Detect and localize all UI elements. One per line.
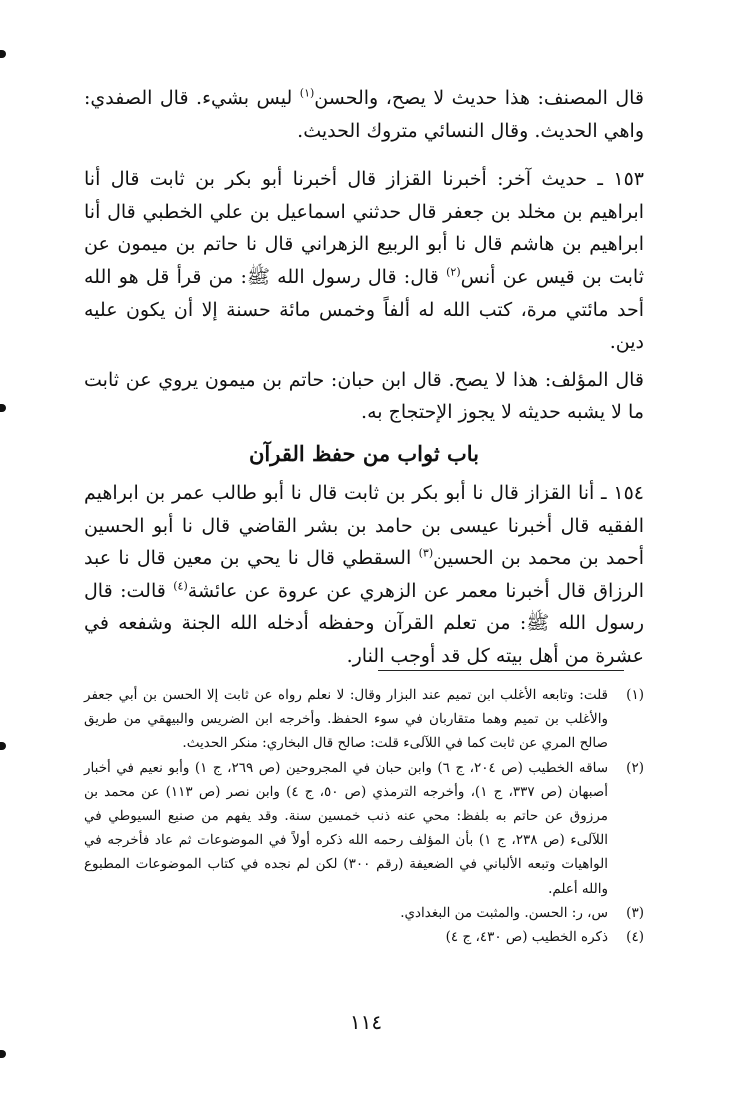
paragraph-author-comment: قال المصنف: هذا حديث لا يصح، والحسن$^{(١)}$ ليس بشيء. قال الصفدي: واهي الحديث. وقال النسائي متروك الحديث. bbox=[84, 86, 645, 142]
scan-edge-mark bbox=[0, 1050, 6, 1058]
footnote-number: (٢) bbox=[626, 759, 644, 776]
footnote-number: (٣) bbox=[626, 904, 644, 921]
footnote-number: (١) bbox=[626, 687, 644, 703]
paragraph-author-judgement: قال المؤلف: هذا لا يصح. قال ابن حبان: حاتم بن ميمون يروي عن ثابت ما لا يشبه حديثه لا يجوز الإحتجاج به. bbox=[84, 368, 644, 424]
footnote-text: ذكره الخطيب (ص ٤٣٠، ج ٤) bbox=[445, 929, 608, 946]
paragraph-hadith-154: ١٥٤ ـ أنا القزاز قال نا أبو بكر بن ثابت قال نا أبو طالب عمر بن ابراهيم الفقيه قال أخبرنا عيسى بن حامد بن بشر القاضي قال نا أبو الحسين أحمد بن محمد بن الحسين$^{(٣)}$ السقطي قال نا يحي بن معين قال نا عبد الرزاق قال أخبرنا معمر عن الزهري عن عروة عن عائشة$^{(٤)}$ قالت: قال رسول الله ﷺ: من تعلم القرآن وحفظه أدخله الله الجنة وشفعه في عشرة من أهل بيته كل قد أوجب النار. bbox=[84, 481, 644, 667]
chapter-heading: باب ثواب من حفظ القرآن bbox=[248, 440, 480, 466]
footnote-item bbox=[84, 756, 644, 901]
footnote-ref: (١) bbox=[299, 86, 315, 100]
main-text bbox=[84, 82, 644, 673]
scan-edge-mark bbox=[0, 50, 6, 58]
footnote-text: قلت: وتابعه الأغلب ابن تميم عند البزار وقال: لا نعلم رواه عن ثابت إلا الحسن بن أبي جعفر والأغلب بن تميم وهما متقاربان في سوء الحفظ. وأخرجه ابن الضريس والبيهقي من طريق صالح المري عن ثابت كما في اللآلىء قلت: صالح قال البخاري: منكر الحديث. bbox=[84, 687, 608, 752]
footnote-text: س، ر: الحسن. والمثبت من البغدادي. bbox=[400, 904, 608, 921]
footnote-item bbox=[84, 925, 644, 949]
footnote-ref: (٢) bbox=[446, 265, 461, 279]
footnote-ref: (٣) bbox=[418, 546, 434, 560]
paragraph-hadith-153: ١٥٣ ـ حديث آخر: أخبرنا القزاز قال أخبرنا أبو بكر بن ثابت قال أنا ابراهيم بن مخلد بن جعفر قال حدثني اسماعيل بن علي الخطبي قال أنا ابراهيم بن هاشم قال نا أبو الربيع الزهراني قال نا حاتم بن ميمون عن ثابت بن قيس عن أنس$^{(٢)}$ قال: قال رسول الله ﷺ: من قرأ قل هو الله أحد مائتي مرة، كتب الله له ألفاً وخمس مائة حسنة إلا أن يكون عليه دين. bbox=[84, 168, 644, 354]
scan-edge-mark bbox=[0, 742, 6, 750]
footnotes bbox=[84, 683, 644, 949]
footnote-item bbox=[84, 901, 644, 925]
scan-edge-mark bbox=[0, 404, 6, 412]
footnote-divider bbox=[378, 670, 624, 671]
footnote-text: ساقه الخطيب (ص ٢٠٤، ج ٦) وابن حبان في المجروحين (ص ٢٦٩، ج ١) وأبو نعيم في أخبار أصبهان (ص ٣٣٧، ج ١)، وأخرجه الترمذي (ص ٥٠، ج ٤) وابن نصر (ص ١١٣) عن محمد بن مرزوق عن حاتم به بلفظ: محي عنه ذنب خمسين سنة. وقد يفهم من صنيع السيوطي في اللآلىء (ص ٢٣٨، ج ١) بأن المؤلف رحمه الله ذكره أولاً في الموضوعات ثم عاد فأخرجه في الواهيات وتبعه الألباني في الضعيفة (رقم ٣٠٠) لكن لم نجده في كتاب الموضوعات المطبوع والله أعلم. bbox=[84, 759, 609, 897]
footnote-ref: (٤) bbox=[173, 579, 188, 593]
footnote-number: (٤) bbox=[626, 929, 644, 946]
page-number: ١١٤ bbox=[349, 1010, 383, 1034]
footnote-item bbox=[84, 683, 644, 756]
